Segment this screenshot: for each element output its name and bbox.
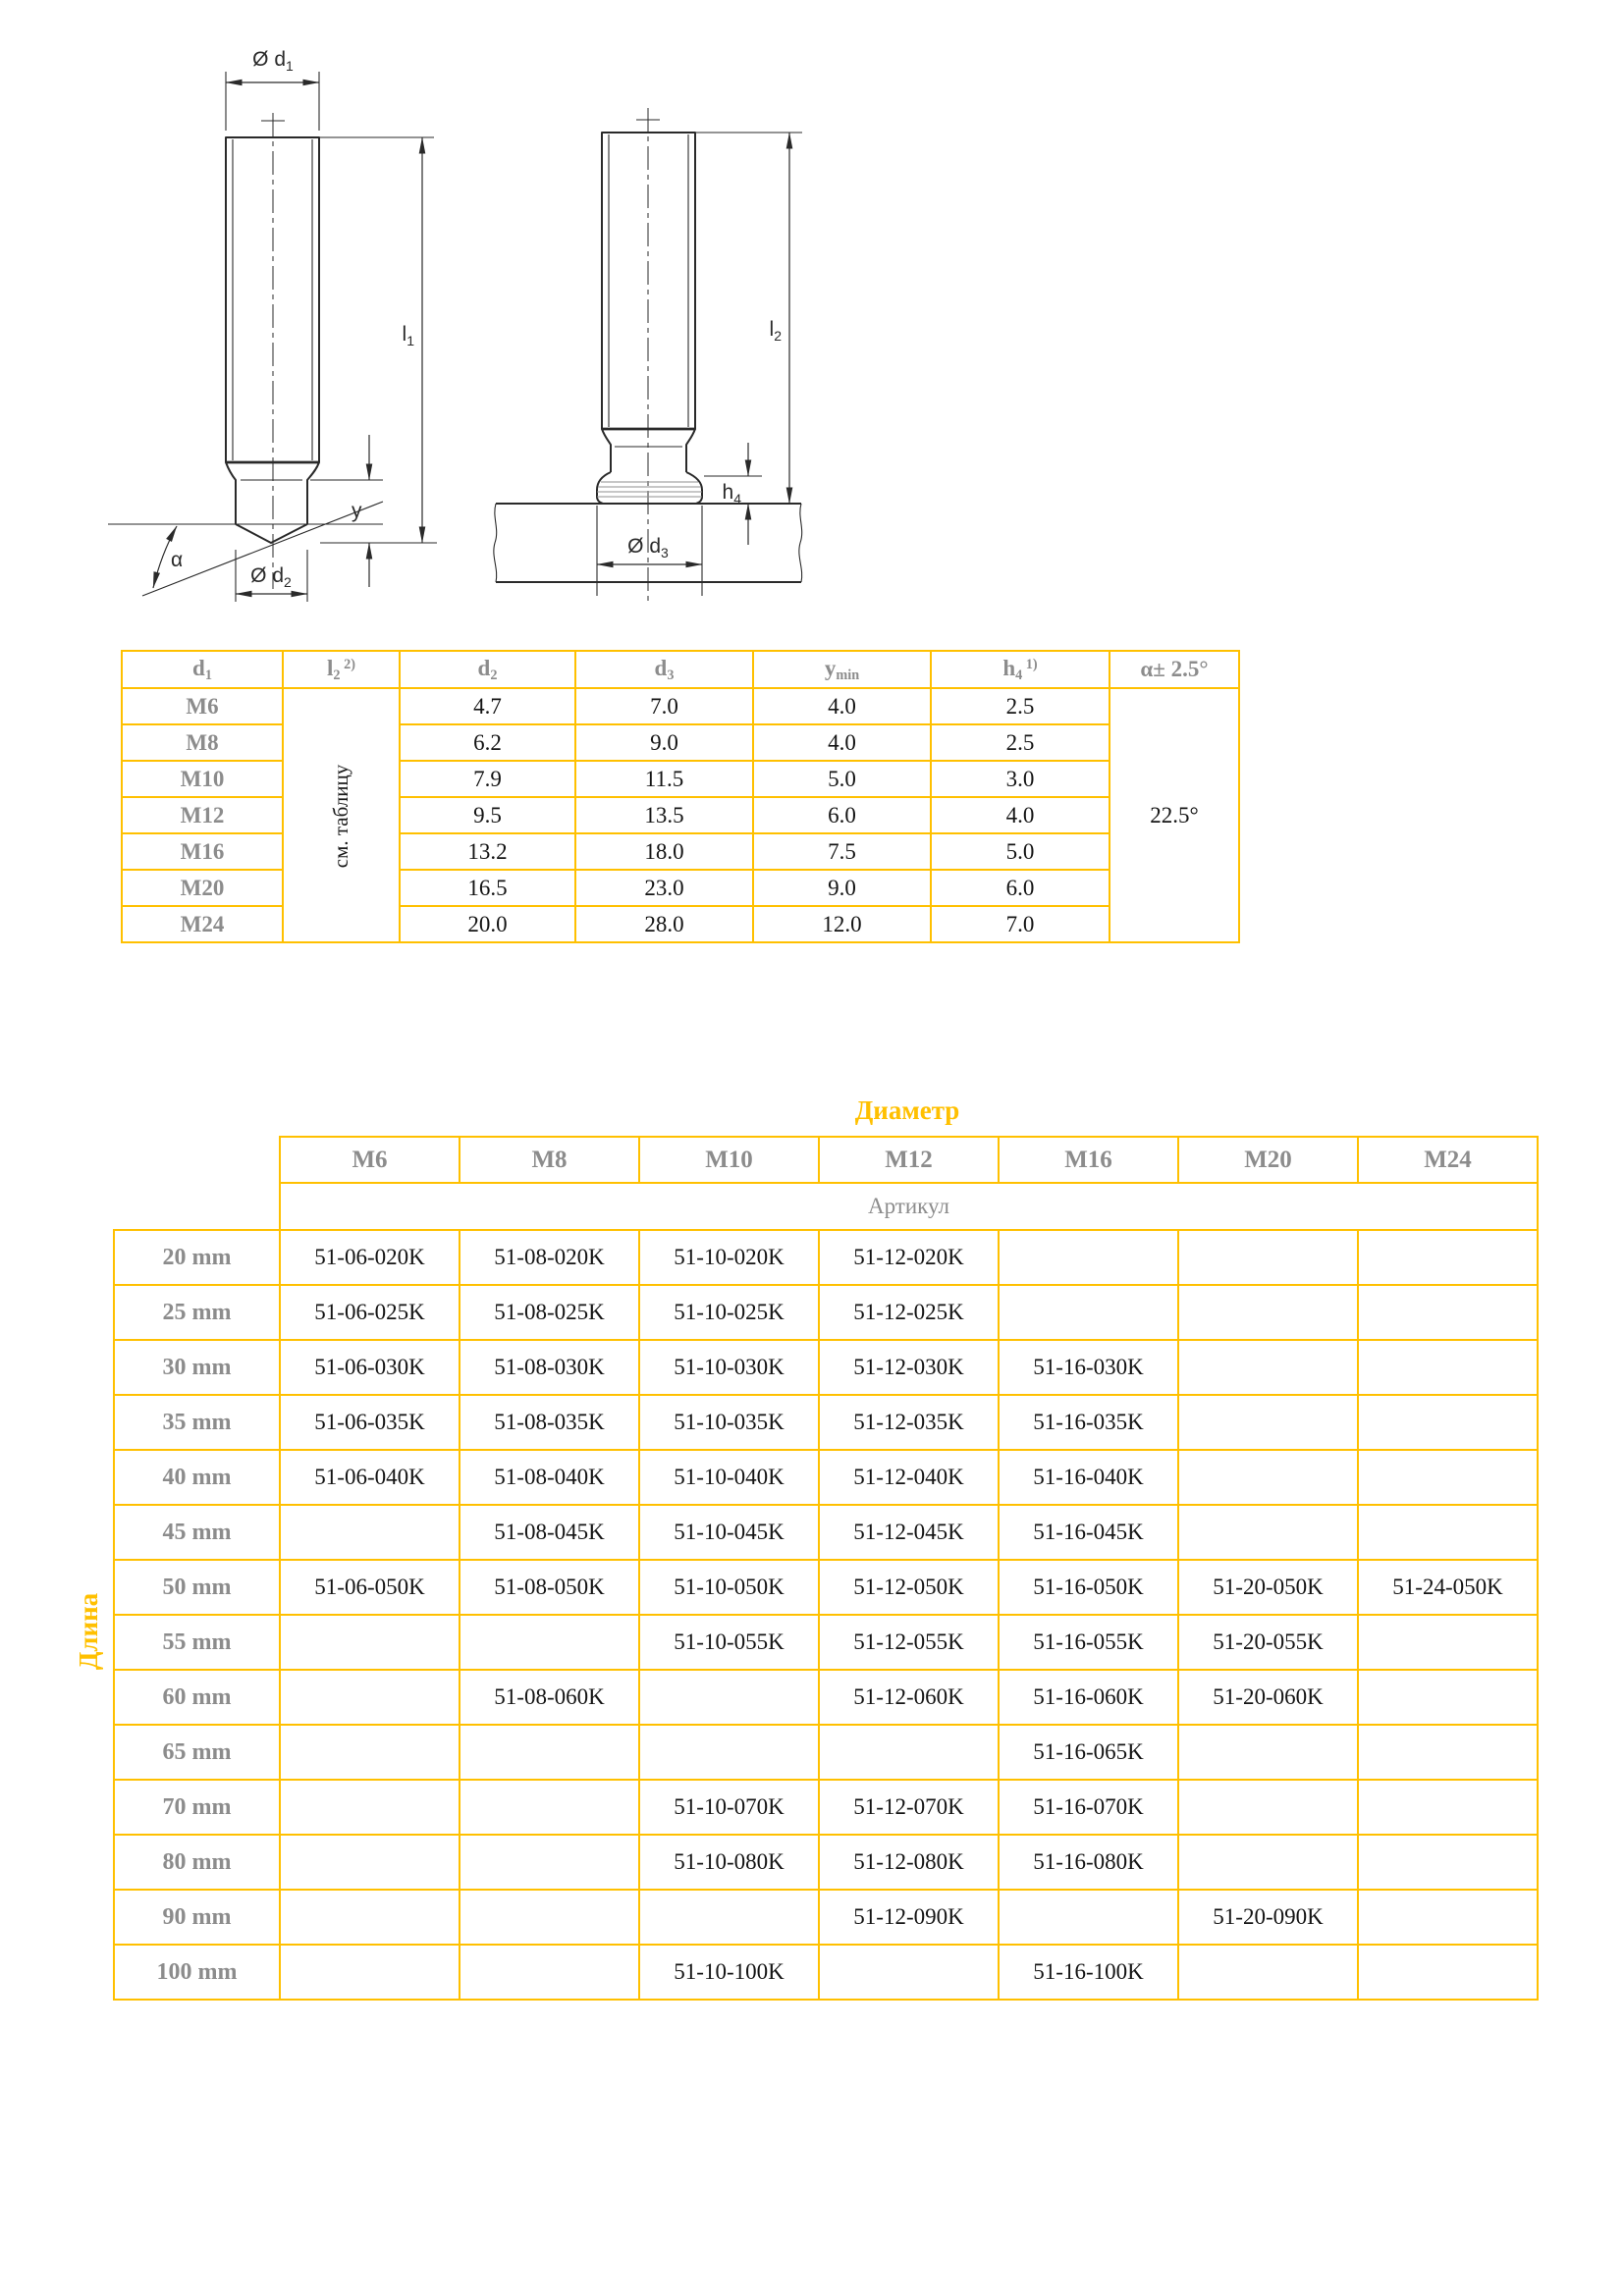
article-header-row [114, 1183, 1538, 1230]
dimension-cell: 6.2 [400, 724, 575, 761]
article-cell [280, 1670, 460, 1725]
diameter-axis-title: Диаметр [854, 1095, 960, 1125]
dimension-cell: 9.0 [753, 870, 931, 906]
dimension-cell: 4.0 [931, 797, 1110, 833]
article-cell [639, 1890, 819, 1945]
article-row [114, 1230, 1538, 1285]
article-cell: 51-16-045K [999, 1505, 1178, 1560]
thread-size-label: M10 [122, 761, 283, 797]
header-base: d [477, 655, 491, 680]
dimension-column-header [753, 651, 931, 688]
article-cell [1358, 1945, 1538, 2000]
article-cell: 51-10-070K [639, 1780, 819, 1835]
dimension-cell: 5.0 [753, 761, 931, 797]
ghost-cell [114, 1137, 280, 1183]
article-cell [1358, 1340, 1538, 1395]
dimension-cell: 23.0 [575, 870, 753, 906]
dimensions-header-row [122, 651, 1239, 688]
article-cell: 51-12-090K [819, 1890, 999, 1945]
article-cell [1358, 1505, 1538, 1560]
thread-size-label: M8 [122, 724, 283, 761]
article-row [114, 1780, 1538, 1835]
thread-size-label: M6 [122, 688, 283, 724]
article-cell [280, 1835, 460, 1890]
article-cell: 51-12-060K [819, 1670, 999, 1725]
alpha-angle-label: α [171, 549, 184, 571]
technical-drawing-welded-stud [494, 108, 802, 601]
dimensions-table-body [122, 688, 1239, 942]
article-cell: 51-10-035K [639, 1395, 819, 1450]
header-base: α± 2.5° [1140, 657, 1209, 681]
dimensions-table [121, 650, 1240, 943]
length-label: 20 mm [114, 1230, 280, 1285]
see-table-note-cell [283, 688, 400, 942]
article-cell: 51-10-030K [639, 1340, 819, 1395]
article-cell: 51-16-060K [999, 1670, 1178, 1725]
article-cell: 51-16-055K [999, 1615, 1178, 1670]
article-cell: 51-12-020K [819, 1230, 999, 1285]
length-label: 65 mm [114, 1725, 280, 1780]
article-cell [1358, 1890, 1538, 1945]
dimension-cell: 7.0 [931, 906, 1110, 942]
length-label: 70 mm [114, 1780, 280, 1835]
length-axis-title: Длина [74, 1592, 103, 1671]
article-cell: 51-08-020K [460, 1230, 639, 1285]
thread-size-label: M24 [122, 906, 283, 942]
articles-table-body [114, 1230, 1538, 2000]
article-cell: 51-12-050K [819, 1560, 999, 1615]
article-cell: 51-06-020K [280, 1230, 460, 1285]
diameter-header: M12 [819, 1137, 999, 1183]
article-cell: 51-12-035K [819, 1395, 999, 1450]
article-cell: 51-20-060K [1178, 1670, 1358, 1725]
article-row [114, 1945, 1538, 2000]
article-cell [460, 1945, 639, 2000]
article-cell [280, 1505, 460, 1560]
thread-size-label: M20 [122, 870, 283, 906]
article-cell: 51-16-050K [999, 1560, 1178, 1615]
dimension-column-header [400, 651, 575, 688]
article-cell: 51-12-045K [819, 1505, 999, 1560]
diameter-header: M10 [639, 1137, 819, 1183]
article-row [114, 1505, 1538, 1560]
dimension-cell: 7.5 [753, 833, 931, 870]
header-subscript: 3 [667, 667, 675, 683]
article-row [114, 1340, 1538, 1395]
article-cell: 51-12-070K [819, 1780, 999, 1835]
dimension-cell: 9.0 [575, 724, 753, 761]
thread-size-label: M16 [122, 833, 283, 870]
dimension-cell: 2.5 [931, 724, 1110, 761]
length-label: 35 mm [114, 1395, 280, 1450]
article-cell [460, 1780, 639, 1835]
article-cell [999, 1890, 1178, 1945]
d3-dimension-label: Ø $d_3$ [627, 535, 669, 561]
length-label: 55 mm [114, 1615, 280, 1670]
article-cell: 51-20-055K [1178, 1615, 1358, 1670]
article-cell: 51-10-045K [639, 1505, 819, 1560]
dimensions-row [122, 688, 1239, 724]
article-cell: 51-12-040K [819, 1450, 999, 1505]
article-cell: 51-08-045K [460, 1505, 639, 1560]
length-label: 90 mm [114, 1890, 280, 1945]
dimension-column-header [122, 651, 283, 688]
article-cell: 51-16-100K [999, 1945, 1178, 2000]
article-cell: 51-06-040K [280, 1450, 460, 1505]
d2-dimension-label: Ø $d_2$ [250, 564, 292, 590]
y-dimension-label: y [352, 500, 362, 522]
article-cell [819, 1945, 999, 2000]
article-cell [819, 1725, 999, 1780]
article-cell [1178, 1945, 1358, 2000]
article-row [114, 1615, 1538, 1670]
article-cell: 51-16-035K [999, 1395, 1178, 1450]
article-cell [1178, 1835, 1358, 1890]
article-cell [460, 1835, 639, 1890]
article-cell [460, 1890, 639, 1945]
article-cell: 51-10-055K [639, 1615, 819, 1670]
header-subscript: 1 [204, 667, 212, 683]
article-cell: 51-08-050K [460, 1560, 639, 1615]
header-base: y [824, 655, 837, 680]
article-cell [1358, 1780, 1538, 1835]
article-cell [1358, 1835, 1538, 1890]
dimension-cell: 6.0 [931, 870, 1110, 906]
header-superscript: 2) [340, 656, 355, 672]
article-cell: 51-08-030K [460, 1340, 639, 1395]
h4-dimension-label: $h_4$ [722, 481, 741, 507]
article-cell [1358, 1725, 1538, 1780]
article-cell: 51-06-035K [280, 1395, 460, 1450]
technical-drawing-pointed-stud [108, 48, 437, 602]
article-cell: 51-10-025K [639, 1285, 819, 1340]
dimension-cell: 20.0 [400, 906, 575, 942]
length-label: 30 mm [114, 1340, 280, 1395]
diameter-header: M16 [999, 1137, 1178, 1183]
article-row [114, 1725, 1538, 1780]
header-subscript: min [836, 667, 860, 683]
alpha-value-cell: 22.5° [1110, 688, 1239, 942]
article-cell [460, 1725, 639, 1780]
dimension-cell: 18.0 [575, 833, 753, 870]
article-cell: 51-06-025K [280, 1285, 460, 1340]
article-cell [999, 1230, 1178, 1285]
article-cell: 51-08-025K [460, 1285, 639, 1340]
l1-dimension-label: $l_1$ [402, 323, 414, 348]
diameter-header-row [114, 1137, 1538, 1183]
article-cell [1358, 1615, 1538, 1670]
article-cell [1358, 1670, 1538, 1725]
article-cell: 51-10-040K [639, 1450, 819, 1505]
article-cell [1178, 1725, 1358, 1780]
article-cell: 51-16-040K [999, 1450, 1178, 1505]
article-cell: 51-12-055K [819, 1615, 999, 1670]
length-label: 80 mm [114, 1835, 280, 1890]
article-cell [1358, 1450, 1538, 1505]
article-cell [999, 1285, 1178, 1340]
header-base: l [327, 655, 334, 680]
article-cell: 51-16-070K [999, 1780, 1178, 1835]
dimension-column-header [283, 651, 400, 688]
diameter-header: M20 [1178, 1137, 1358, 1183]
articles-table-header [114, 1137, 1538, 1230]
dimension-cell: 13.2 [400, 833, 575, 870]
article-cell: 51-20-050K [1178, 1560, 1358, 1615]
article-cell: 51-16-065K [999, 1725, 1178, 1780]
length-label: 40 mm [114, 1450, 280, 1505]
diameter-header: M8 [460, 1137, 639, 1183]
article-cell [1358, 1285, 1538, 1340]
article-cell [1178, 1340, 1358, 1395]
dimension-cell: 9.5 [400, 797, 575, 833]
technical-drawings [59, 15, 844, 633]
article-cell [280, 1725, 460, 1780]
header-base: d [654, 655, 668, 680]
article-cell: 51-20-090K [1178, 1890, 1358, 1945]
article-cell: 51-10-050K [639, 1560, 819, 1615]
article-cell [460, 1615, 639, 1670]
article-cell: 51-24-050K [1358, 1560, 1538, 1615]
dimension-cell: 7.9 [400, 761, 575, 797]
article-row [114, 1890, 1538, 1945]
dimension-column-header [931, 651, 1110, 688]
article-cell: 51-06-050K [280, 1560, 460, 1615]
see-table-note: см. таблицу [328, 764, 352, 868]
length-label: 60 mm [114, 1670, 280, 1725]
dimension-column-header [575, 651, 753, 688]
articles-table [113, 1136, 1539, 2001]
article-cell [1358, 1230, 1538, 1285]
article-header: Артикул [280, 1183, 1538, 1230]
article-cell: 51-12-080K [819, 1835, 999, 1890]
article-cell [1358, 1395, 1538, 1450]
article-cell: 51-16-080K [999, 1835, 1178, 1890]
article-cell: 51-08-060K [460, 1670, 639, 1725]
dimension-cell: 13.5 [575, 797, 753, 833]
l2-dimension-label: $l_2$ [769, 318, 782, 344]
dimension-cell: 4.0 [753, 724, 931, 761]
article-cell [1178, 1450, 1358, 1505]
header-base: d [192, 655, 205, 680]
header-superscript: 1) [1022, 656, 1038, 672]
article-cell: 51-16-030K [999, 1340, 1178, 1395]
article-row [114, 1450, 1538, 1505]
dimension-cell: 7.0 [575, 688, 753, 724]
article-cell: 51-12-025K [819, 1285, 999, 1340]
article-cell: 51-08-040K [460, 1450, 639, 1505]
article-cell [280, 1615, 460, 1670]
article-cell [280, 1890, 460, 1945]
diameter-header: M6 [280, 1137, 460, 1183]
thread-size-label: M12 [122, 797, 283, 833]
dimension-cell: 12.0 [753, 906, 931, 942]
article-row [114, 1395, 1538, 1450]
article-cell [1178, 1395, 1358, 1450]
article-cell [280, 1780, 460, 1835]
article-cell [1178, 1285, 1358, 1340]
article-row [114, 1835, 1538, 1890]
dimension-cell: 3.0 [931, 761, 1110, 797]
length-label: 50 mm [114, 1560, 280, 1615]
article-row [114, 1560, 1538, 1615]
article-cell [639, 1670, 819, 1725]
dimension-cell: 6.0 [753, 797, 931, 833]
dimension-cell: 16.5 [400, 870, 575, 906]
article-row [114, 1285, 1538, 1340]
header-subscript: 4 [1015, 667, 1023, 683]
article-cell: 51-10-080K [639, 1835, 819, 1890]
article-cell: 51-08-035K [460, 1395, 639, 1450]
length-label: 45 mm [114, 1505, 280, 1560]
article-cell: 51-10-020K [639, 1230, 819, 1285]
dimension-cell: 5.0 [931, 833, 1110, 870]
ghost-cell [114, 1183, 280, 1230]
header-subscript: 2 [490, 667, 498, 683]
article-row [114, 1670, 1538, 1725]
article-cell: 51-10-100K [639, 1945, 819, 2000]
article-cell [1178, 1230, 1358, 1285]
length-label: 25 mm [114, 1285, 280, 1340]
article-cell [1178, 1505, 1358, 1560]
dimension-cell: 11.5 [575, 761, 753, 797]
article-cell [280, 1945, 460, 2000]
dimension-cell: 2.5 [931, 688, 1110, 724]
length-label: 100 mm [114, 1945, 280, 2000]
dimension-cell: 28.0 [575, 906, 753, 942]
dimension-cell: 4.0 [753, 688, 931, 724]
article-cell [1178, 1780, 1358, 1835]
diameter-header: M24 [1358, 1137, 1538, 1183]
article-cell: 51-12-030K [819, 1340, 999, 1395]
article-cell [639, 1725, 819, 1780]
article-cell: 51-06-030K [280, 1340, 460, 1395]
header-subscript: 2 [333, 667, 341, 683]
header-base: h [1002, 655, 1016, 680]
dimensions-table-header [122, 651, 1239, 688]
dimension-cell: 4.7 [400, 688, 575, 724]
dimension-column-header [1110, 651, 1239, 688]
d1-dimension-label: Ø $d_1$ [252, 48, 294, 74]
